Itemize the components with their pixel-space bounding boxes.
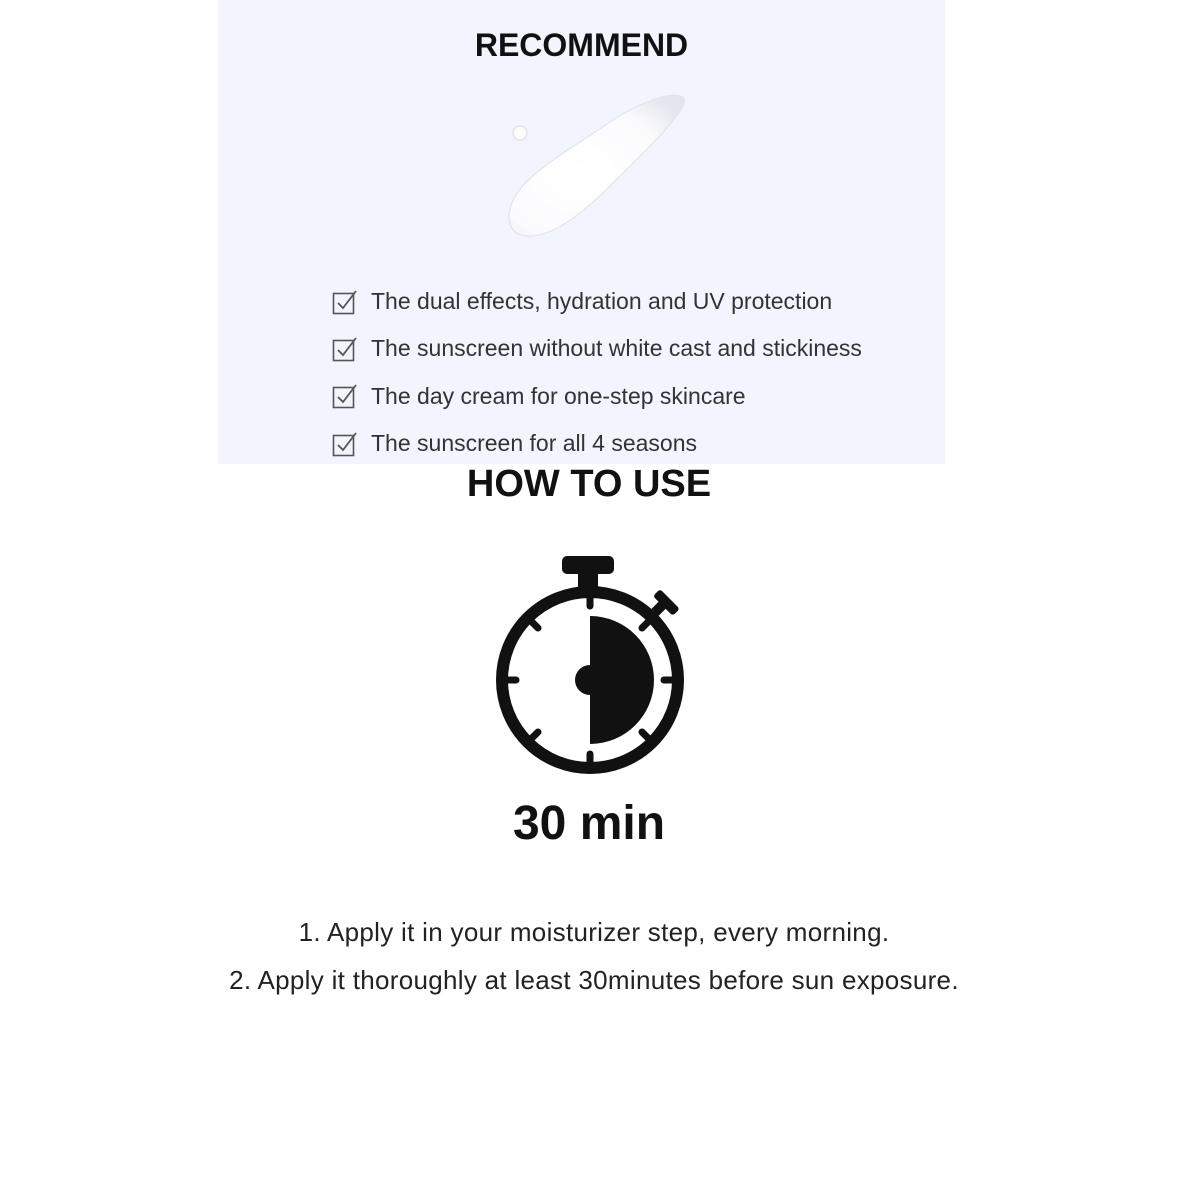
usage-steps [0,908,1188,1004]
recommend-title: RECOMMEND [474,27,689,63]
checklist-item-text: The dual effects, hydration and UV protection [371,288,833,315]
cream-swatch-image [480,88,690,248]
recommend-checklist [332,278,862,467]
list-item: 1. Apply it in your moisturizer step, every morning. [298,917,890,947]
recommend-section [218,0,945,464]
list-item: 2. Apply it thoroughly at least 30minutes before sun exposure. [229,965,959,995]
checkbox-checked-icon [332,336,358,362]
checkbox-checked-icon [332,383,358,409]
checklist-item-text: The sunscreen for all 4 seasons [371,430,698,457]
how-to-use-title: HOW TO USE [466,463,712,505]
list-item [332,420,862,467]
checkbox-checked-icon [332,431,358,457]
timer-duration-label: 30 min [512,797,666,850]
list-item [332,373,862,420]
list-item [332,325,862,372]
list-item [332,278,862,325]
checkbox-checked-icon [332,289,358,315]
checklist-item-text: The day cream for one-step skincare [371,382,746,409]
stopwatch-icon [490,556,690,778]
checklist-item-text: The sunscreen without white cast and stickiness [371,335,862,362]
